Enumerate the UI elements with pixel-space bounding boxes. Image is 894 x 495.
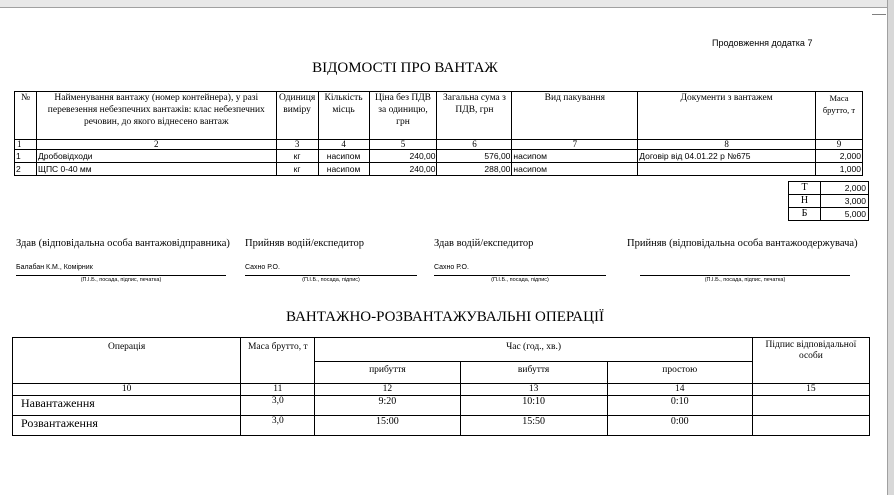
places: насипом [318,163,369,176]
operations-table [12,337,870,436]
colnum-cell: 2 [36,140,276,150]
page-corner-mark [872,14,886,18]
totals-label: Т [789,182,821,195]
cargo-header-row [15,92,863,140]
colnum-cell: 5 [369,140,437,150]
operation-name: Розвантаження [13,416,241,436]
colnum-cell: 11 [241,384,315,396]
totals-value: 2,000 [821,182,869,195]
arrival-time: 9:20 [315,396,460,416]
ops-header-idle: простою [607,362,752,384]
documents: Договір від 04.01.22 р №675 [638,150,816,163]
totals-table [788,181,869,221]
idle-time: 0:00 [607,416,752,436]
operation-mass: 3,0 [241,416,315,436]
departure-time: 15:50 [460,416,607,436]
colnum-cell: 1 [15,140,37,150]
ops-header-mass: Маса брутто, т [241,338,315,384]
departure-time: 10:10 [460,396,607,416]
signature-heading: Здав водій/експедитор [434,238,534,249]
signature-line [640,275,850,276]
window-scrollbar[interactable] [887,0,894,495]
ops-header-row [13,338,870,362]
places: насипом [318,150,369,163]
cargo-colnum-row [15,140,863,150]
signature-cell [752,396,869,416]
cargo-header-cell: Ціна без ПДВ за одиницю, грн [369,92,437,140]
totals-label: Н [789,195,821,208]
totals-label: Б [789,208,821,221]
row-number: 2 [15,163,37,176]
colnum-cell: 14 [607,384,752,396]
signature-name: Балабан К.М., Комірник [16,264,93,271]
colnum-cell: 4 [318,140,369,150]
row-number: 1 [15,150,37,163]
colnum-cell: 15 [752,384,869,396]
cargo-header-cell: Найменування вантажу (номер контейнера), у разі перевезення небезпечних вантажів: клас небезпечних речовин, до якого віднесено вантаж [36,92,276,140]
signature-heading: Здав (відповідальна особа вантажовідправника) [16,238,230,249]
cargo-header-cell: Загальна сума з ПДВ, грн [437,92,512,140]
cargo-title: ВІДОМОСТІ ПРО ВАНТАЖ [312,60,498,76]
operation-mass: 3,0 [241,396,315,416]
addendum-label: Продовження додатка 7 [712,38,813,48]
signature-caption: (П.І.Б., посада, підпис) [491,277,549,283]
ops-header-time: Час (год., хв.) [315,338,752,362]
signature-line [16,275,226,276]
cargo-header-cell: Маса брутто, т [815,92,862,140]
packaging: насипом [512,150,638,163]
colnum-cell: 13 [460,384,607,396]
total-sum: 288,00 [437,163,512,176]
gross-mass: 2,000 [815,150,862,163]
ops-header-signature: Підпис відповідальної особи [752,338,869,384]
operation-name: Навантаження [13,396,241,416]
signature-caption: (П.І.Б., посада, підпис, печатка) [704,277,786,283]
price: 240,00 [369,163,437,176]
totals-row [789,208,869,221]
totals-row [789,182,869,195]
colnum-cell: 10 [13,384,241,396]
operations-title: ВАНТАЖНО-РОЗВАНТАЖУВАЛЬНІ ОПЕРАЦІЇ [286,309,604,325]
colnum-cell: 9 [815,140,862,150]
total-sum: 576,00 [437,150,512,163]
totals-value: 5,000 [821,208,869,221]
ops-header-departure: вибуття [460,362,607,384]
cargo-header-cell: Одиниця виміру [276,92,318,140]
signature-caption: (П.І.Б., посада, підпис, печатка) [80,277,162,283]
table-row [13,396,870,416]
ops-colnum-row [13,384,870,396]
table-row [15,150,863,163]
ops-header-operation: Операція [13,338,241,384]
ops-header-arrival: прибуття [315,362,460,384]
colnum-cell: 7 [512,140,638,150]
signature-cell [752,416,869,436]
table-row [15,163,863,176]
colnum-cell: 12 [315,384,460,396]
window-top-border [0,0,894,8]
documents [638,163,816,176]
signature-name: Сахно Р.О. [245,264,280,271]
cargo-header-cell: Вид пакування [512,92,638,140]
packaging: насипом [512,163,638,176]
cargo-name: ЩПС 0-40 мм [36,163,276,176]
signature-name: Сахно Р.О. [434,264,469,271]
arrival-time: 15:00 [315,416,460,436]
idle-time: 0:10 [607,396,752,416]
colnum-cell: 8 [638,140,816,150]
cargo-header-cell: № [15,92,37,140]
cargo-header-cell: Документи з вантажем [638,92,816,140]
unit: кг [276,163,318,176]
totals-value: 3,000 [821,195,869,208]
cargo-name: Дробовідходи [36,150,276,163]
signature-line [245,275,417,276]
signature-heading: Прийняв (відповідальна особа вантажоодержувача) [627,238,858,249]
colnum-cell: 6 [437,140,512,150]
cargo-table [14,91,863,176]
colnum-cell: 3 [276,140,318,150]
signature-line [434,275,606,276]
cargo-header-cell: Кількість місць [318,92,369,140]
signature-caption: (П.І.Б., посада, підпис) [302,277,360,283]
table-row [13,416,870,436]
unit: кг [276,150,318,163]
gross-mass: 1,000 [815,163,862,176]
signature-heading: Прийняв водій/експедитор [245,238,364,249]
totals-row [789,195,869,208]
price: 240,00 [369,150,437,163]
